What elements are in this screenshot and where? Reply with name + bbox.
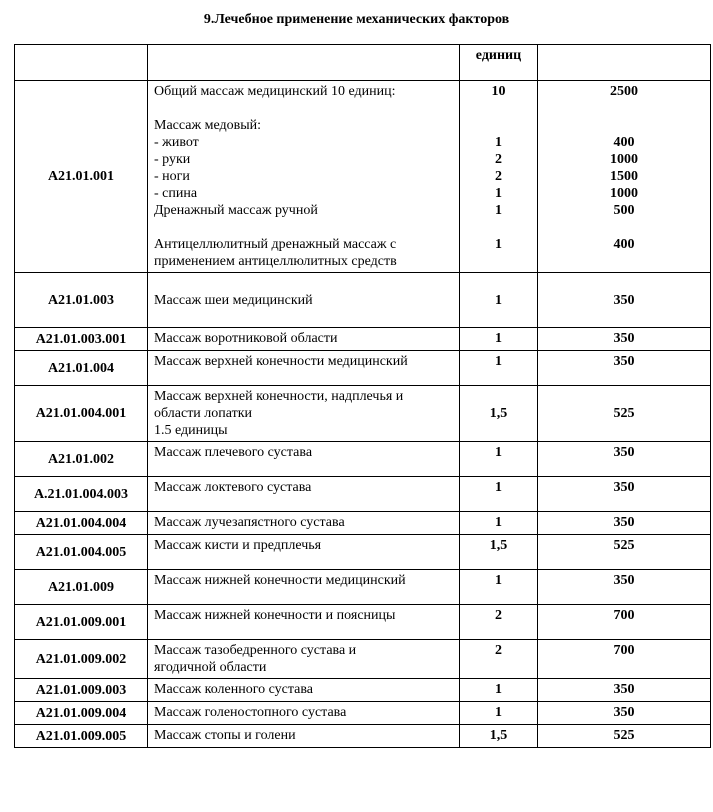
unit-value: 1: [495, 203, 502, 218]
service-name: Массаж голеностопного сустава: [148, 702, 460, 725]
header-price-cell: [538, 45, 711, 81]
price-table: [14, 44, 711, 748]
service-name: Массаж медовый:: [154, 118, 262, 133]
price-value: 350: [538, 273, 711, 328]
unit-value: 1: [460, 679, 538, 702]
unit-value: 2: [460, 605, 538, 640]
price-value: 350: [538, 477, 711, 512]
service-name-cell: [148, 81, 460, 273]
service-name: Общий массаж медицинский 10 единиц:: [154, 84, 396, 99]
unit-value: 1: [460, 351, 538, 386]
table-header-row: [15, 45, 711, 81]
price-value: 400: [613, 135, 635, 150]
table-row: [15, 640, 711, 679]
price-value: 2500: [610, 84, 638, 99]
service-name: [154, 219, 453, 236]
unit-value: 1: [495, 237, 502, 252]
service-name: Массаж плечевого сустава: [148, 442, 460, 477]
unit-value: [466, 219, 531, 236]
price-value: 350: [538, 679, 711, 702]
price-cell: [538, 81, 711, 273]
service-name: - спина: [154, 186, 198, 201]
table-row: [15, 328, 711, 351]
service-code: A21.01.001: [15, 81, 148, 273]
unit-value: 1: [460, 512, 538, 535]
service-name: Массаж кисти и предплечья: [148, 535, 460, 570]
table-row: [15, 702, 711, 725]
price-value: 350: [538, 442, 711, 477]
service-name: ягодичной области: [154, 660, 267, 675]
service-name: Антицеллюлитный дренажный массаж с: [154, 237, 397, 252]
service-code: A21.01.004.005: [15, 535, 148, 570]
header-unit-cell: единиц: [460, 45, 538, 81]
service-name: - руки: [154, 152, 191, 167]
service-name: применением антицеллюлитных средств: [154, 254, 397, 269]
page-title: 9.Лечебное применение механических факторов: [203, 12, 510, 27]
service-name: 1.5 единицы: [154, 423, 228, 438]
service-name: Массаж верхней конечности медицинский: [148, 351, 460, 386]
service-name: Массаж лучезапястного сустава: [148, 512, 460, 535]
table-row: [15, 679, 711, 702]
price-value: 400: [613, 237, 635, 252]
table-row: [15, 351, 711, 386]
unit-value: 1: [460, 702, 538, 725]
price-value: 700: [538, 605, 711, 640]
table-row-group: [15, 81, 711, 273]
header-name-cell: [148, 45, 460, 81]
price-value: 1000: [610, 186, 638, 201]
unit-value: 1: [460, 570, 538, 605]
unit-value: [466, 253, 531, 270]
price-value: 525: [538, 386, 711, 442]
price-value: [544, 219, 704, 236]
service-name: Массаж стопы и голени: [148, 725, 460, 748]
table-row: [15, 512, 711, 535]
header-code-cell: [15, 45, 148, 81]
service-code: A21.01.003: [15, 273, 148, 328]
service-code: A21.01.004.004: [15, 512, 148, 535]
price-value: [544, 100, 704, 117]
service-code: A21.01.004.001: [15, 386, 148, 442]
service-name: Массаж локтевого сустава: [148, 477, 460, 512]
price-value: 1000: [610, 152, 638, 167]
price-value: 350: [538, 570, 711, 605]
service-code: A21.01.009.004: [15, 702, 148, 725]
service-name: Массаж шеи медицинский: [148, 273, 460, 328]
price-value: 700: [538, 640, 711, 679]
unit-value: [466, 100, 531, 117]
price-value: 525: [538, 725, 711, 748]
table-row: [15, 605, 711, 640]
unit-value: 1: [460, 328, 538, 351]
price-value: 350: [538, 351, 711, 386]
service-code: A.21.01.004.003: [15, 477, 148, 512]
price-value: 350: [538, 328, 711, 351]
unit-value: 2: [460, 640, 538, 679]
unit-value: 1: [495, 135, 502, 150]
table-row: [15, 570, 711, 605]
service-name: Массаж коленного сустава: [148, 679, 460, 702]
service-name: Массаж тазобедренного сустава и: [154, 643, 357, 658]
unit-value: 2: [495, 169, 502, 184]
service-name: Массаж нижней конечности и поясницы: [148, 605, 460, 640]
table-row: [15, 725, 711, 748]
price-value: 500: [613, 203, 635, 218]
table-row: [15, 386, 711, 442]
price-value: 350: [538, 512, 711, 535]
service-code: A21.01.003.001: [15, 328, 148, 351]
unit-value: 1,5: [460, 386, 538, 442]
price-value: [544, 117, 704, 134]
service-code: A21.01.002: [15, 442, 148, 477]
service-code: A21.01.009: [15, 570, 148, 605]
service-name: области лопатки: [154, 406, 253, 421]
service-code: A21.01.009.001: [15, 605, 148, 640]
service-name: - живот: [154, 135, 199, 150]
service-name: Массаж нижней конечности медицинский: [148, 570, 460, 605]
unit-value: 1: [460, 442, 538, 477]
service-name: Массаж верхней конечности, надплечья и: [154, 389, 404, 404]
unit-value: 1: [460, 477, 538, 512]
service-code: A21.01.004: [15, 351, 148, 386]
service-name: - ноги: [154, 169, 190, 184]
unit-value: [466, 117, 531, 134]
table-row: [15, 442, 711, 477]
service-name-cell: [148, 386, 460, 442]
unit-value: 1: [460, 273, 538, 328]
service-name: Массаж воротниковой области: [148, 328, 460, 351]
service-code: A21.01.009.005: [15, 725, 148, 748]
unit-value: 1,5: [460, 725, 538, 748]
price-value: 1500: [610, 169, 638, 184]
unit-cell: [460, 81, 538, 273]
service-code: A21.01.009.003: [15, 679, 148, 702]
table-row: [15, 273, 711, 328]
service-name-cell: [148, 640, 460, 679]
table-row: [15, 477, 711, 512]
price-value: 350: [538, 702, 711, 725]
unit-value: 10: [491, 84, 506, 99]
price-value: 525: [538, 535, 711, 570]
price-value: [544, 253, 704, 270]
unit-value: 1: [495, 186, 502, 201]
service-name: [154, 100, 453, 117]
unit-value: 1,5: [460, 535, 538, 570]
service-code: A21.01.009.002: [15, 640, 148, 679]
table-row: [15, 535, 711, 570]
unit-value: 2: [495, 152, 502, 167]
service-name: Дренажный массаж ручной: [154, 203, 318, 218]
